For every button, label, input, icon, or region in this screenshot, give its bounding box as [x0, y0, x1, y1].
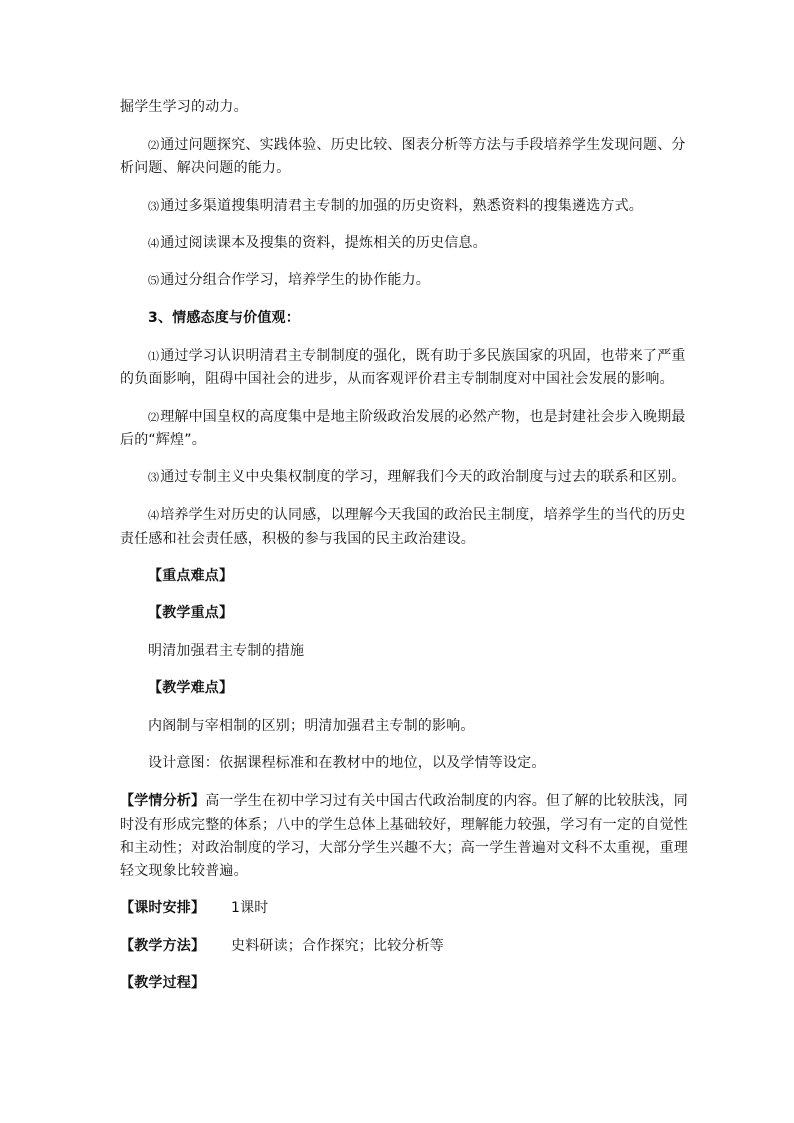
- section-heading-teaching-difficulty: 【教学难点】: [148, 680, 234, 696]
- paragraph-text: 和主动性；对政治制度的学习，大部分学生兴趣不大；高一学生普遍对文科不太重视，重理: [120, 840, 688, 856]
- learner-analysis-heading: 【学情分析】: [120, 793, 206, 809]
- learner-analysis-line-4: [120, 861, 248, 881]
- paragraph-text: 通过阅读课本及搜集的资料，提炼相关的历史信息。: [160, 235, 487, 251]
- item-number: ⑵: [148, 411, 160, 424]
- emotion-item-1-line-1: [148, 346, 686, 366]
- emotion-item-2-line-2: [120, 430, 206, 450]
- learner-analysis-line-1: [120, 791, 688, 811]
- learner-analysis-line-2: [120, 815, 688, 835]
- paragraph-text: 通过专制主义中央集权制度的学习，理解我们今天的政治制度与过去的联系和区别。: [160, 469, 686, 485]
- section-heading-teaching-focus: 【教学重点】: [148, 605, 234, 621]
- item-number: ⑶: [148, 471, 160, 484]
- paragraph-text: 通过多渠道搜集明清君主专制的加强的历史资料，熟悉资料的搜集遴选方式。: [160, 198, 644, 214]
- paragraph-text: 通过分组合作学习，培养学生的协作能力。: [160, 272, 431, 288]
- item-number: ⑴: [148, 350, 160, 363]
- paragraph-text: 析问题、解决问题的能力。: [120, 160, 291, 176]
- method-heading: 【教学方法】: [120, 938, 206, 954]
- ability-item-4: [148, 233, 487, 253]
- paragraph-text: 理解中国皇权的高度集中是地主阶级政治发展的必然产物，也是封建社会步入晚期最: [160, 409, 686, 425]
- paragraph-text: 通过学习认识明清君主专制制度的强化，既有助于多民族国家的巩固，也带来了严重: [160, 348, 686, 364]
- item-number: ⑷: [148, 509, 160, 522]
- teaching-difficulty-text: 内阁制与宰相制的区别；明清加强君主专制的影响。: [148, 718, 475, 734]
- method-value: 史料研读；合作探究；比较分析等: [231, 938, 444, 954]
- design-intent-text: 设计意图：依据课程标准和在教材中的地位，以及学情等设定。: [148, 755, 546, 771]
- emotion-item-4-line-1: [148, 505, 686, 525]
- item-number: ⑵: [148, 139, 160, 152]
- item-number: ⑶: [148, 200, 160, 213]
- paragraph-text: 责任感和社会责任感，积极的参与我国的民主政治建设。: [120, 531, 475, 547]
- ability-item-2-line-2: [120, 158, 290, 178]
- paragraph-text: 高一学生在初中学习过有关中国古代政治制度的内容。但了解的比较肤浅，同: [205, 793, 689, 809]
- paragraph-text: 轻文现象比较普遍。: [120, 863, 248, 879]
- emotion-item-4-line-2: [120, 529, 475, 549]
- item-number: ⑸: [148, 274, 160, 287]
- paragraph-text: 后的“辉煌”。: [120, 432, 206, 448]
- paragraph-text: 掘学生学习的动力。: [120, 99, 248, 115]
- section-heading-key-points: 【重点难点】: [148, 568, 234, 584]
- paragraph-text: 的负面影响，阻碍中国社会的进步，从而客观评价君主专制制度对中国社会发展的影响。: [120, 371, 674, 387]
- teaching-focus-text: 明清加强君主专制的措施: [148, 643, 305, 659]
- learner-analysis-line-3: [120, 838, 688, 858]
- emotion-item-2-line-1: [148, 407, 686, 427]
- schedule-heading: 【课时安排】: [120, 900, 206, 916]
- process-heading: 【教学过程】: [120, 975, 206, 991]
- item-number: ⑷: [148, 237, 160, 250]
- paragraph-continuation: [120, 97, 248, 117]
- paragraph-text: 通过问题探究、实践体验、历史比较、图表分析等方法与手段培养学生发现问题、分: [160, 137, 686, 153]
- emotion-item-1-line-2: [120, 369, 674, 389]
- paragraph-text: 时没有形成完整的体系；八中的学生总体上基础较好，理解能力较强，学习有一定的自觉性: [120, 817, 688, 833]
- ability-item-3: [148, 196, 643, 216]
- emotion-item-3: [148, 467, 686, 487]
- schedule-value: 1课时: [231, 900, 269, 916]
- section-heading-emotion: 3、情感态度与价值观：: [148, 310, 300, 326]
- paragraph-text: 培养学生对历史的认同感，以理解今天我国的政治民主制度，培养学生的当代的历史: [160, 507, 686, 523]
- ability-item-5: [148, 270, 430, 290]
- ability-item-2-line-1: [148, 135, 686, 155]
